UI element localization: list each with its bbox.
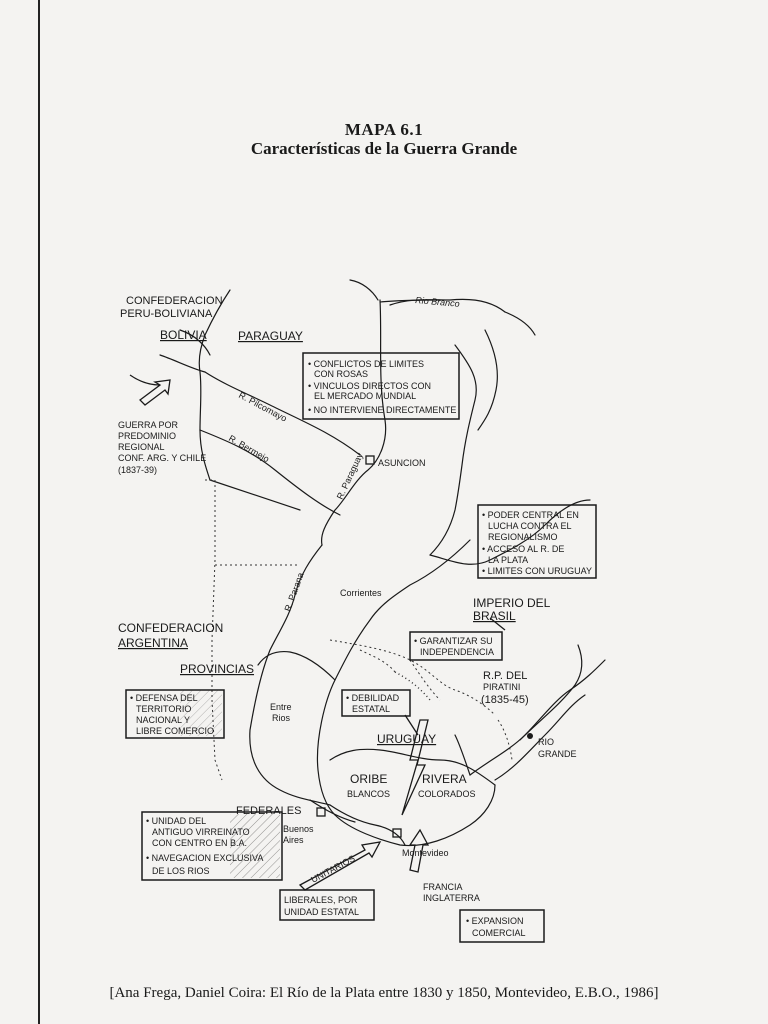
label-federales: FEDERALES — [236, 805, 302, 817]
label-conf-peru-boliviana-1: CONFEDERACION — [126, 295, 223, 307]
map-title: MAPA 6.1 — [344, 120, 424, 139]
unidad-note-2: ANTIGUO VIRREINATO — [152, 827, 250, 837]
paraguay-note-2: CON ROSAS — [314, 369, 369, 379]
unidad-note-1: • UNIDAD DEL — [146, 816, 207, 826]
label-unitarios: UNITARIOS — [309, 853, 357, 885]
label-rio-grande-1: RIO — [538, 737, 555, 747]
provincias-note-1: • DEFENSA DEL — [130, 693, 198, 703]
brasil-note-6: • LIMITES CON URUGUAY — [482, 566, 592, 576]
label-rio-branco: Rio Branco — [414, 295, 461, 309]
brasil-note-1: • PODER CENTRAL EN — [482, 510, 579, 520]
garantizar-line-2: INDEPENDENCIA — [420, 647, 495, 657]
label-r-parana: R. Parana — [282, 571, 306, 613]
label-corrientes: Corrientes — [340, 588, 382, 598]
arrow-guerra — [140, 380, 170, 405]
river-parana-upper — [430, 345, 476, 555]
debilidad-line-2: ESTATAL — [352, 704, 391, 714]
label-r-paraguay: R. Paraguay — [334, 451, 365, 501]
brasil-note-5: LA PLATA — [488, 555, 529, 565]
guerra-line-3: REGIONAL — [118, 442, 165, 452]
asuncion-marker — [366, 456, 374, 464]
liberales-line-1: LIBERALES, POR — [284, 895, 358, 905]
expansion-line-1: • EXPANSION — [466, 916, 524, 926]
liberales-line-2: UNIDAD ESTATAL — [284, 907, 360, 917]
guerra-line-4: CONF. ARG. Y CHILE — [118, 453, 207, 463]
label-conf-argentina-1: CONFEDERACION — [118, 621, 224, 635]
guerra-line-1: GUERRA POR — [118, 420, 179, 430]
label-inglaterra: INGLATERRA — [423, 893, 480, 903]
label-rio-grande-2: GRANDE — [538, 749, 577, 759]
label-montevideo: Montevideo — [402, 848, 449, 858]
label-rivera: RIVERA — [422, 772, 467, 786]
river-bermejo — [200, 430, 340, 515]
label-uruguay: URUGUAY — [377, 732, 437, 746]
label-bolivia: BOLIVIA — [160, 328, 207, 342]
river-paraguay — [322, 300, 386, 545]
label-blancos: BLANCOS — [347, 789, 391, 799]
garantizar-line-1: • GARANTIZAR SU — [414, 636, 493, 646]
provincias-note-3: NACIONAL Y — [136, 715, 191, 725]
label-provincias: PROVINCIAS — [180, 662, 255, 676]
rio-grande-marker — [527, 733, 533, 739]
label-colorados: COLORADOS — [418, 789, 476, 799]
label-rp-piratini-3: (1835-45) — [481, 694, 529, 706]
guerra-line-2: PREDOMINIO — [118, 431, 177, 441]
unidad-note-5: DE LOS RIOS — [152, 866, 210, 876]
paraguay-note-3: • VINCULOS DIRECTOS CON — [308, 381, 432, 391]
label-pilcomayo: R. Pilcomayo — [237, 389, 289, 424]
label-bermejo: R. Bermejo — [227, 433, 271, 465]
label-entre-rios-2: Rios — [272, 713, 291, 723]
guerra-line-5: (1837-39) — [118, 465, 158, 475]
unidad-note-4: • NAVEGACION EXCLUSIVA — [146, 853, 264, 863]
unidad-note-3: CON CENTRO EN B.A. — [152, 838, 248, 848]
brasil-note-4: • ACCESO AL R. DE — [482, 544, 565, 554]
label-buenos-aires-1: Buenos — [283, 824, 314, 834]
label-rp-piratini-2: PIRATINI — [483, 682, 521, 692]
label-paraguay: PARAGUAY — [238, 329, 303, 343]
brasil-note-3: REGIONALISMO — [488, 532, 558, 542]
label-imperio-2: BRASIL — [473, 609, 516, 623]
provincias-note-2: TERRITORIO — [136, 704, 192, 714]
label-asuncion: ASUNCION — [378, 458, 426, 468]
label-conf-peru-boliviana-2: PERU-BOLIVIANA — [120, 308, 213, 320]
paraguay-note-1: • CONFLICTOS DE LIMITES — [308, 359, 425, 369]
label-buenos-aires-2: Aires — [283, 835, 304, 845]
source-citation: [Ana Frega, Daniel Coira: El Río de la Plata entre 1830 y 1850, Montevideo, E.B.O., 1986] — [109, 985, 659, 1001]
label-entre-rios-1: Entre — [270, 702, 292, 712]
label-oribe: ORIBE — [350, 772, 388, 786]
paraguay-note-5: • NO INTERVIENE DIRECTAMENTE — [308, 405, 457, 415]
map-subtitle: Características de la Guerra Grande — [250, 139, 518, 158]
brasil-note-2: LUCHA CONTRA EL — [488, 521, 572, 531]
debilidad-line-1: • DEBILIDAD — [346, 693, 400, 703]
provincias-note-4: LIBRE COMERCIO — [136, 726, 215, 736]
label-rp-piratini-1: R.P. DEL — [483, 670, 528, 682]
paraguay-note-4: EL MERCADO MUNDIAL — [314, 391, 417, 401]
label-conf-argentina-2: ARGENTINA — [118, 636, 189, 650]
label-francia: FRANCIA — [423, 882, 463, 892]
expansion-line-2: COMERCIAL — [472, 928, 526, 938]
label-imperio-1: IMPERIO DEL — [473, 596, 551, 610]
